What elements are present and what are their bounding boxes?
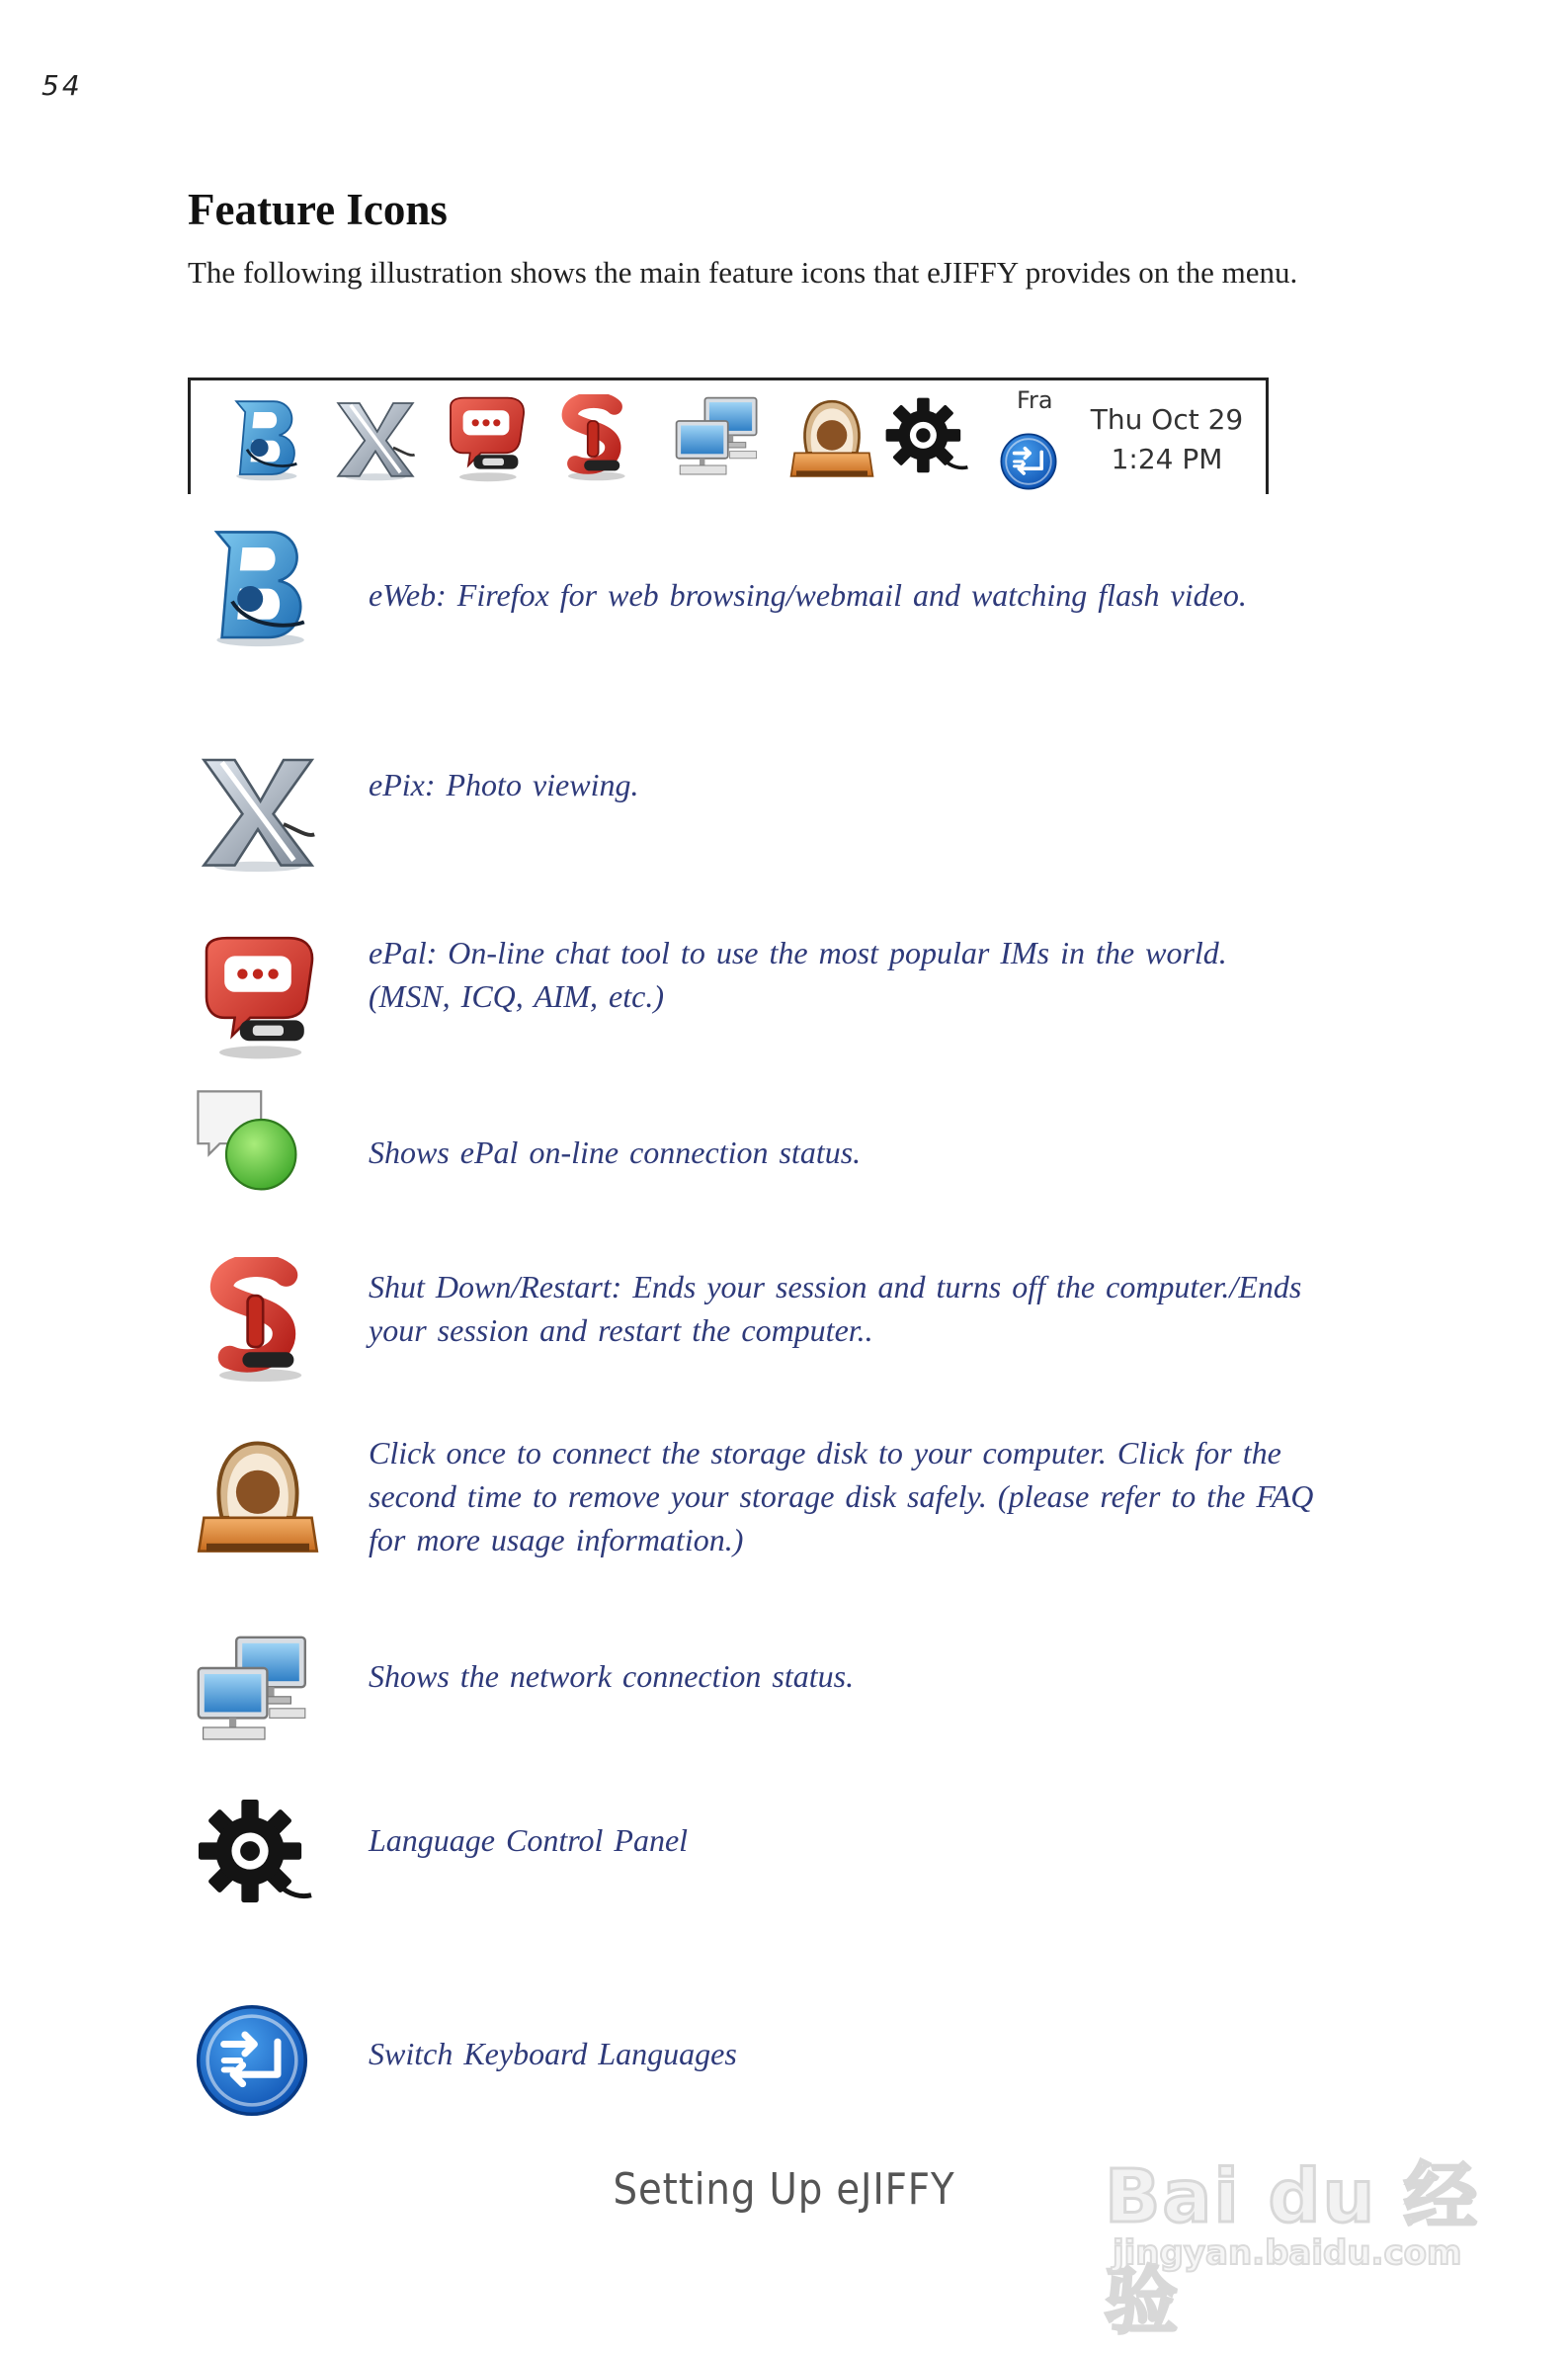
feature-description: ePal: On-line chat tool to use the most popular IMs in the world. (MSN, ICQ, AIM, etc.)	[369, 935, 1227, 1014]
feature-description: Language Control Panel	[369, 1822, 689, 1858]
taskbar-language: Fra	[1017, 386, 1053, 414]
taskbar-illustration	[188, 378, 1269, 494]
epix-icon	[331, 394, 420, 483]
feature-description: ePix: Photo viewing.	[369, 767, 639, 802]
watermark-logo: Bai du 经验	[1105, 2154, 1479, 2344]
eweb-icon	[194, 522, 322, 650]
section-heading: Feature Icons	[188, 185, 448, 234]
feature-description: Shut Down/Restart: Ends your session and turns off the computer./Ends your session and restart the computer..	[369, 1269, 1302, 1348]
epal-status-icon	[194, 1087, 302, 1196]
feature-description: eWeb: Firefox for web browsing/webmail and watching flash video.	[369, 577, 1247, 613]
watermark-url: jingyan.baidu.com	[1113, 2233, 1462, 2273]
shutdown-icon	[550, 394, 639, 483]
page-number: 54	[41, 69, 83, 102]
feature-description: Click once to connect the storage disk to your computer. Click for the second time to remove your storage disk safely. (please refer to the FAQ for more usage information.)	[369, 1435, 1314, 1557]
watermark	[1105, 2103, 1480, 2344]
storage-disk-icon	[194, 1433, 322, 1561]
network-icon	[673, 394, 762, 483]
feature-description: Switch Keyboard Languages	[369, 2036, 737, 2071]
taskbar-date: Thu Oct 29	[1090, 403, 1244, 436]
gear-icon	[882, 394, 971, 483]
feature-description: Shows ePal on-line connection status.	[369, 1134, 862, 1170]
taskbar-time: 1:24 PM	[1111, 443, 1223, 475]
page-footer: Setting Up eJIFFY	[613, 2164, 955, 2215]
keyboard-switch-icon	[999, 432, 1058, 491]
intro-paragraph: The following illustration shows the main feature icons that eJIFFY provides on the menu.	[188, 255, 1298, 290]
storage-disk-icon	[787, 394, 876, 483]
network-icon	[194, 1633, 312, 1751]
shutdown-icon	[194, 1257, 322, 1386]
taskbar-clock	[1080, 400, 1254, 479]
epix-icon	[194, 747, 322, 876]
epal-icon	[442, 394, 531, 483]
feature-description: Shows the network connection status.	[369, 1658, 855, 1694]
keyboard-switch-icon	[194, 2002, 310, 2119]
gear-icon	[194, 1795, 316, 1917]
epal-icon	[194, 933, 322, 1061]
eweb-icon	[220, 394, 309, 483]
